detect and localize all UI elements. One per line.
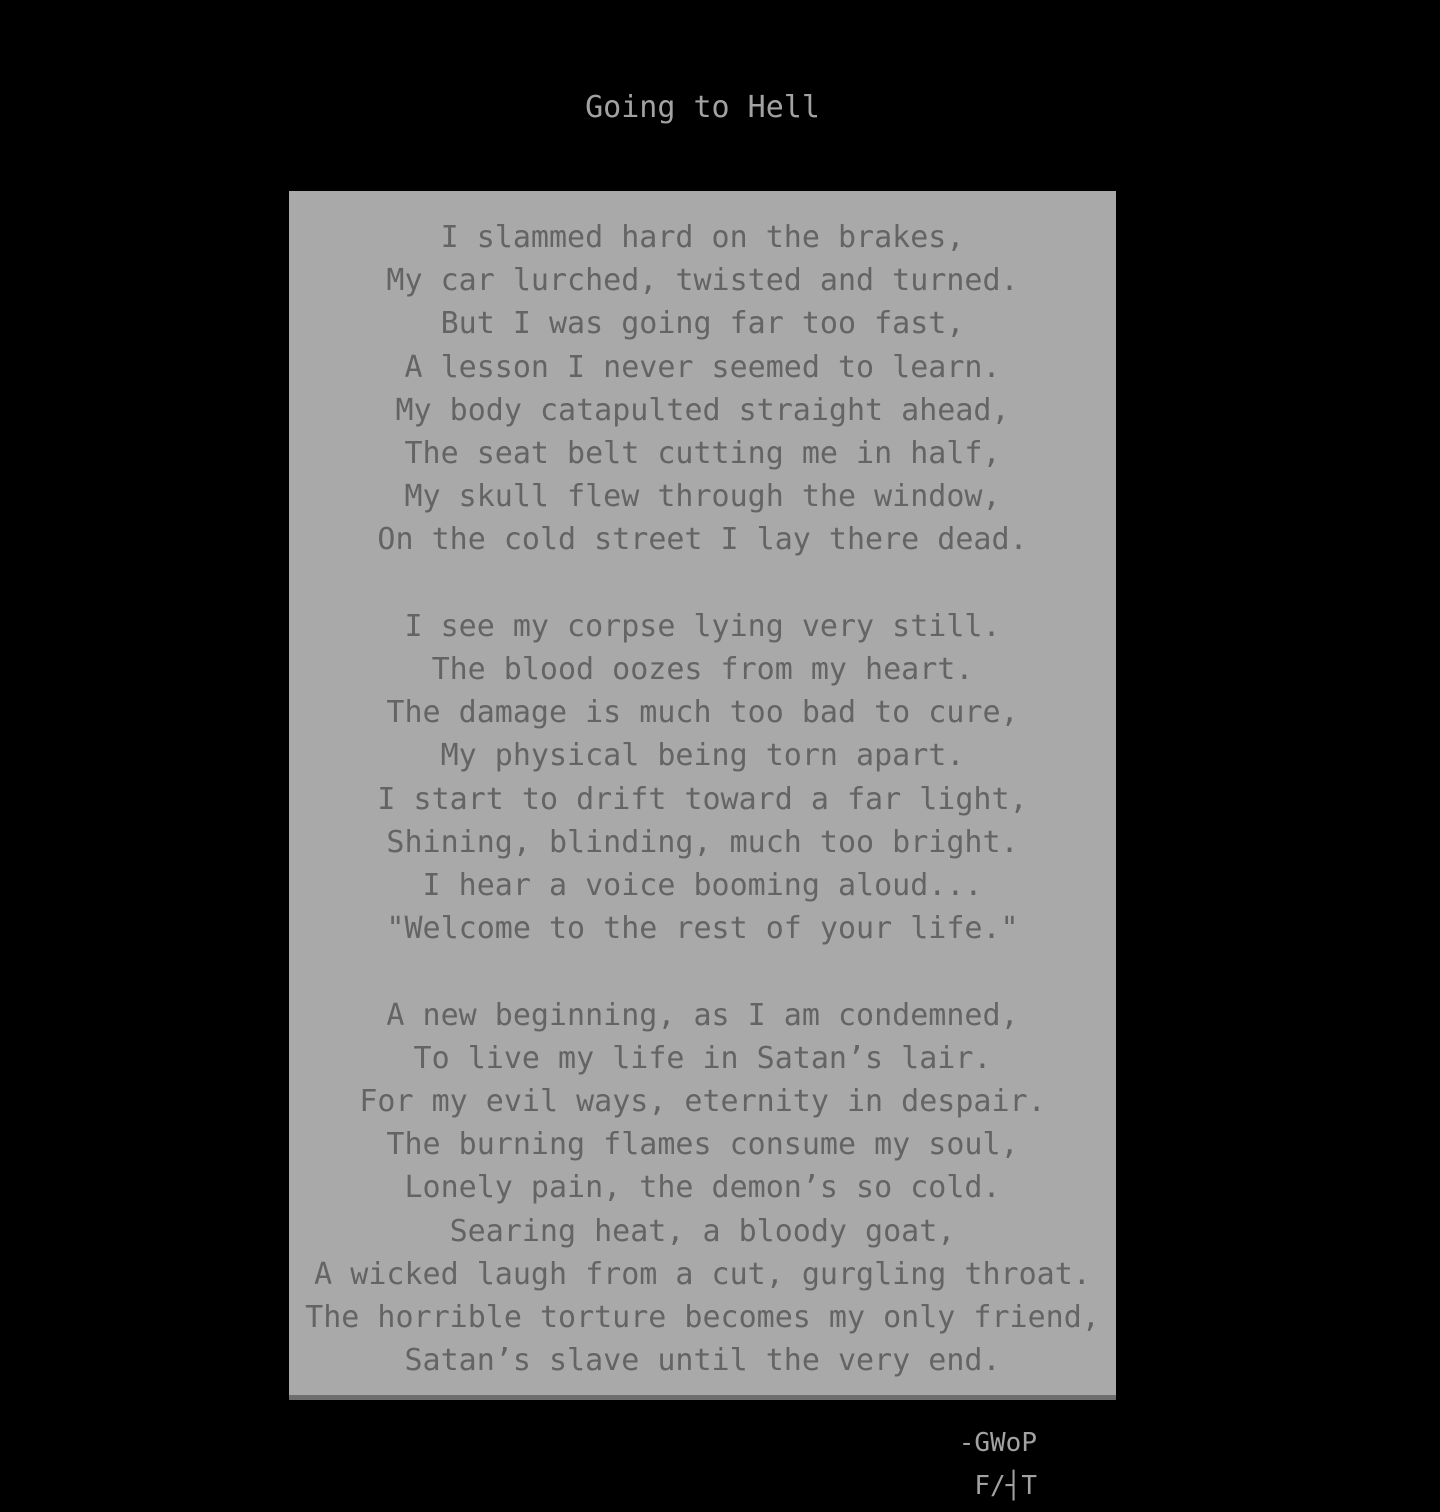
poem-line: The seat belt cutting me in half, [404, 436, 1001, 472]
poem-line: My body catapulted straight ahead, [395, 392, 1010, 428]
poem-line: My car lurched, twisted and turned. [386, 263, 1019, 299]
poem-line: Shining, blinding, much too bright. [386, 824, 1019, 860]
poem-stanza [289, 216, 1116, 562]
poem-panel [289, 191, 1116, 1400]
poem-stanza [289, 994, 1116, 1383]
poem-line: I start to drift toward a far light, [377, 781, 1028, 817]
poem-line: I hear a voice booming aloud... [422, 868, 983, 904]
poem-line: My skull flew through the window, [404, 479, 1001, 515]
poem-line: I see my corpse lying very still. [404, 608, 1001, 644]
poem-stanza [289, 605, 1116, 951]
poem-line: But I was going far too fast, [440, 306, 965, 342]
poem-line: The burning flames consume my soul, [386, 1127, 1019, 1163]
poem-line: Searing heat, a bloody goat, [449, 1213, 956, 1249]
poem-line: A wicked laugh from a cut, gurgling throat. [314, 1256, 1091, 1292]
signature-block [959, 1422, 1037, 1508]
poem-line: I slammed hard on the brakes, [440, 220, 965, 255]
signature-mark: F/┤T [974, 1471, 1037, 1501]
poem-line: Lonely pain, the demon’s so cold. [404, 1170, 1001, 1206]
poem-line: My physical being torn apart. [440, 738, 965, 774]
poem-line: A lesson I never seemed to learn. [404, 349, 1001, 385]
signature-author: -GWoP [958, 1428, 1037, 1458]
poem-line: A new beginning, as I am condemned, [386, 997, 1019, 1033]
poem-line: The damage is much too bad to cure, [386, 695, 1019, 731]
poem-line: For my evil ways, eternity in despair. [359, 1084, 1046, 1120]
poem-line: The blood oozes from my heart. [431, 652, 974, 688]
poem-line: "Welcome to the rest of your life." [386, 911, 1019, 947]
poem-line: To live my life in Satan’s lair. [413, 1040, 992, 1076]
poem-body [289, 216, 1116, 1382]
poem-line: The horrible torture becomes my only friend, [305, 1300, 1100, 1336]
poem-line: On the cold street I lay there dead. [377, 522, 1028, 558]
poem-title: Going to Hell [585, 90, 820, 125]
poem-line: Satan’s slave until the very end. [404, 1343, 1001, 1379]
